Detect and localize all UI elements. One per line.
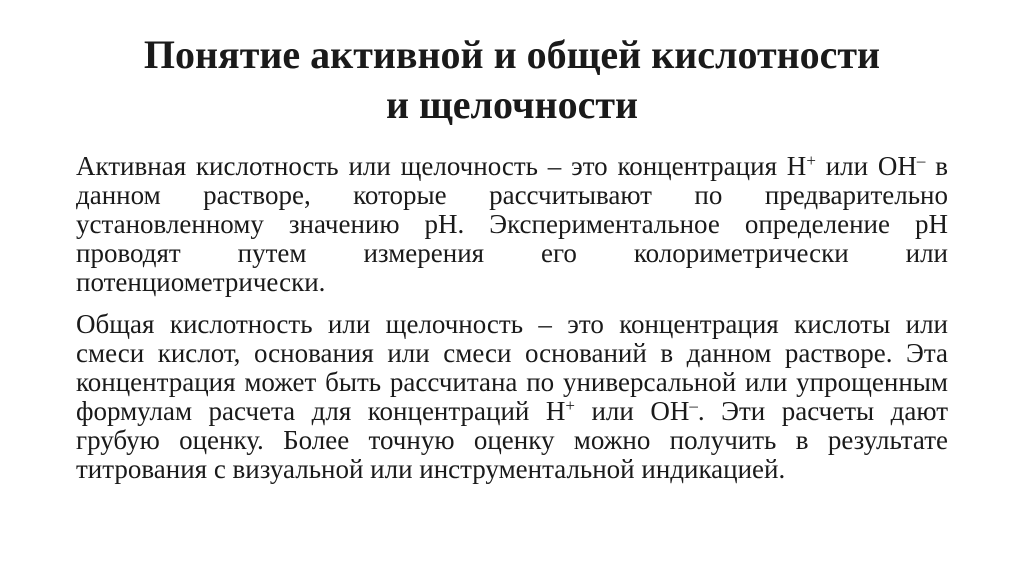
paragraph-1-text-b: или OH [815, 151, 917, 181]
slide-title-line-1: Понятие активной и общей кислотности [143, 32, 881, 77]
paragraph-2-text-a: Общая кислотность или щелочность – это концентрация кислоты или смеси кислот, основания или смеси оснований в данном растворе. Эта концентрация может быть рассчитана по универсальной или упрощенным формулам расчета для концентраций H [76, 309, 948, 426]
superscript-plus: + [565, 396, 575, 415]
paragraph-1-text-a: Активная кислотность или щелочность – это концентрация H [76, 151, 807, 181]
paragraph-2-text-b: или OH [574, 396, 690, 426]
paragraph-2-text-c: . Эти расчеты дают грубую оценку. Более точную оценку можно получить в результате титрования с визуальной или инструментальной индикацией. [76, 396, 948, 484]
paragraph-active-acidity [76, 152, 948, 297]
slide-title [60, 30, 964, 130]
paragraph-1-text-c: в данном растворе, которые рассчитывают по предварительно установленному значению pH. Экспериментальное определение pH проводят путем измерения его колориметрически или потенциометрически. [76, 151, 948, 297]
paragraph-total-acidity [76, 310, 948, 484]
superscript-plus: + [806, 151, 816, 170]
superscript-minus: – [689, 396, 698, 415]
slide-title-line-2: и щелочности [385, 82, 639, 127]
slide-body [76, 152, 948, 484]
superscript-minus: – [916, 151, 926, 170]
